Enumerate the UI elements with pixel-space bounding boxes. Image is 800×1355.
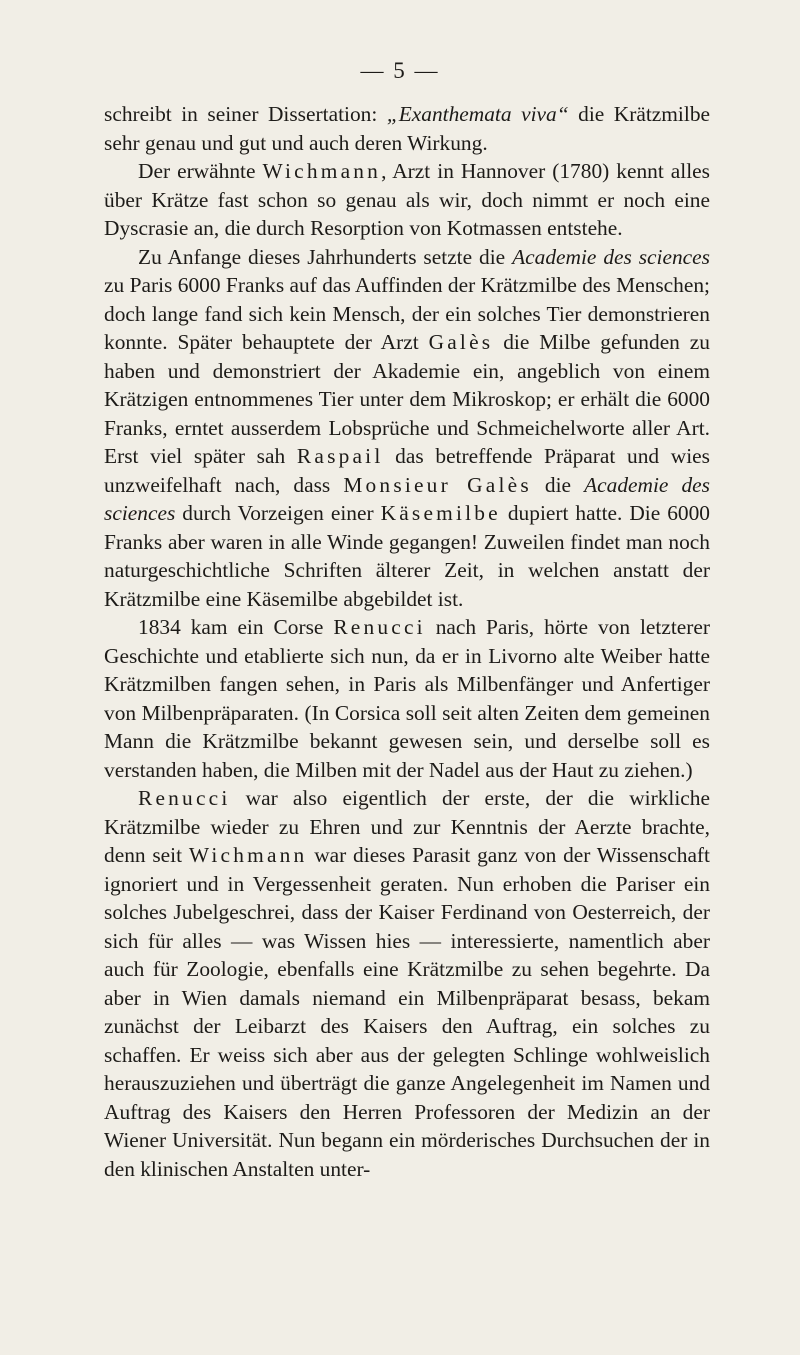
text-run: die Krätzmilbe sehr genau und gut und auch deren Wirkung. bbox=[104, 102, 711, 155]
body-text bbox=[104, 100, 710, 1183]
text-run: das betreffende Präparat und wies unzweifelhaft nach, dass bbox=[104, 444, 710, 497]
text-run: nach Paris, hörte von letzterer Geschichte und etablierte sich nun, da er in Livorno alte Weiber hatte Krätzmilben fangen sehen, in Paris als Milbenfänger und Anfertiger von Milbenpräparaten. (In Corsica soll seit alten Zeiten dem gemeinen Mann die Krätzmilbe bekannt gewesen sein, und derselbe soll es verstanden haben, die Milben mit der Nadel aus der Haut zu ziehen.) bbox=[104, 615, 710, 782]
spaced-name: Galès bbox=[428, 330, 494, 354]
paragraph bbox=[104, 613, 710, 784]
italic-text: Academie des sciences bbox=[512, 244, 710, 269]
text-run: war also eigentlich der erste, der die wirkliche Krätzmilbe wieder zu Ehren und zur Kenntnis der Aerzte brachte, denn seit bbox=[104, 786, 710, 867]
text-run: 1834 kam ein Corse bbox=[138, 615, 334, 639]
paragraph bbox=[104, 157, 710, 243]
spaced-name: Monsieur Galès bbox=[343, 472, 532, 497]
italic-text: „Exanthemata viva“ bbox=[386, 102, 569, 126]
text-run: die bbox=[531, 472, 585, 497]
text-run: zu Paris 6000 Franks auf das Auffinden der Krätzmilbe des Menschen; doch lange fand sich kein Mensch, der ein solches Tier demonstrieren konnte. Später behauptete der Arzt bbox=[104, 273, 710, 354]
paragraph bbox=[104, 243, 710, 614]
text-run: Zu Anfange dieses Jahrhunderts setzte die bbox=[138, 244, 513, 269]
spaced-name: Wichmann bbox=[188, 843, 308, 867]
page-number: — 5 — bbox=[360, 58, 440, 83]
text-run: schreibt in seiner Dissertation: bbox=[104, 102, 387, 126]
text-run: Der erwähnte bbox=[138, 159, 263, 183]
spaced-name: Raspail bbox=[296, 444, 384, 468]
text-run: durch Vorzeigen einer bbox=[175, 501, 381, 525]
text-run: die Milbe gefunden zu haben und demonstriert der Akademie ein, angeblich von einem Krätzigen entnommenes Tier unter dem Mikroskop; er erhält die 6000 Franks, erntet ausserdem Lobsprüche und Schmeichelworte aller Art. Erst viel später sah bbox=[104, 330, 710, 468]
italic-text: Academie des sciences bbox=[104, 472, 710, 525]
text-run: dupiert hatte. Die 6000 Franks aber waren in alle Winde gegangen! Zuweilen findet man noch naturgeschichtliche Schriften älterer Zeit, in welchen anstatt der Krätzmilbe eine Käsemilbe abgebildet ist. bbox=[104, 501, 710, 611]
spaced-name: Wichmann bbox=[262, 159, 382, 183]
text-run: , Arzt in Hannover (1780) kennt alles über Krätze fast schon so genau als wir, doch nimmt er noch eine Dyscrasie an, die durch Resorption von Kotmassen entstehe. bbox=[104, 159, 710, 240]
paragraph bbox=[104, 784, 710, 1183]
spaced-name: Renucci bbox=[333, 615, 426, 639]
paragraph bbox=[104, 100, 710, 157]
spaced-name: Käsemilbe bbox=[380, 501, 501, 525]
spaced-name: Renucci bbox=[138, 786, 231, 810]
text-run: war dieses Parasit ganz von der Wissenschaft ignoriert und in Vergessenheit geraten. Nun erhoben die Pariser ein solches Jubelgeschrei, dass der Kaiser Ferdinand von Oesterreich, der sich für alles — was Wissen hies — interessierte, namentlich aber auch für Zoologie, ebenfalls eine Krätzmilbe zu sehen begehrte. Da aber in Wien damals niemand ein Milbenpräparat besass, bekam zunächst der Leibarzt des Kaisers den Auftrag, ein solches zu schaffen. Er weiss sich aber aus der gelegten Schlinge wohlweislich herauszuziehen und überträgt die ganze Angelegenheit im Namen und Auftrag des Kaisers den Herren Professoren der Medizin an der Wiener Universität. Nun begann ein mörderisches Durchsuchen der in den klinischen Anstalten unter- bbox=[104, 843, 710, 1181]
